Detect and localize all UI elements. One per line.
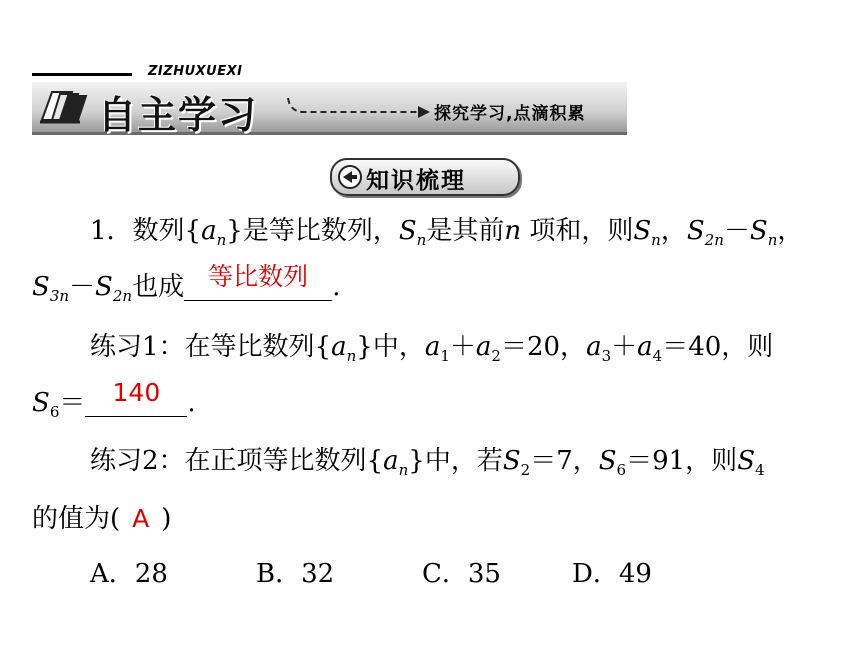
exercise-1-line-1 [90,330,773,364]
text: 在等比数列{ [184,332,332,362]
text: ＝7， [530,446,599,476]
math-sub: 2n [704,231,724,249]
text: ＋ [449,332,476,362]
math-var: S [502,446,521,476]
math-var: a [637,332,653,362]
text: ) [161,504,172,534]
math-sub: 6 [49,403,60,421]
text: － [69,272,96,302]
text: }中， [356,332,425,362]
math-sub: 2 [491,347,501,365]
math-var: a [331,332,347,362]
text: ， [777,216,804,246]
banner-pinyin: ZIZHUXUEXI [148,64,243,79]
exercise-1-line-2 [32,378,196,421]
option-b: B．32 [256,559,335,589]
text: . [187,388,196,418]
math-sub: 2n [112,287,133,305]
text: }是等比数列， [226,216,399,246]
math-sub: 1 [440,347,450,365]
section-title: 知识梳理 [366,168,466,194]
exercise-2-line-2 [32,502,171,536]
option-a: A．28 [90,559,168,589]
banner-rule [32,73,132,76]
banner-title: 自主学习 [98,93,259,137]
book-icon [38,86,98,126]
math-var: a [424,332,441,362]
question-1-line-1 [90,214,803,248]
answer-blank [184,262,332,301]
arrow-icon [286,94,432,120]
text: 在正项等比数列{ [184,446,384,476]
text: ＋ [611,332,638,362]
math-sub: n [651,231,661,249]
math-var: S [749,216,768,246]
answer-text: 140 [112,378,161,407]
math-sub: n [767,231,778,249]
text: 的值为( [32,504,121,534]
text: 是其前 [426,216,505,246]
answer-text: A [132,504,150,533]
text: ＝91，则 [626,446,738,476]
math-var: S [598,446,617,476]
exercise-label: 练习2： [90,446,185,476]
math-var: a [475,332,492,362]
math-sub: n [398,461,409,479]
text: . [332,272,341,302]
exercise-2-line-1 [90,444,765,478]
question-number: 1． [90,216,133,246]
answer-blank [85,378,187,417]
text: 项和，则 [521,216,634,246]
section-banner [32,64,627,136]
text: 数列{ [132,216,202,246]
option-c: C．35 [422,559,501,589]
math-var: S [737,446,755,476]
math-sub: n [416,231,427,249]
math-var: S [32,272,50,302]
text: 也成 [132,272,185,302]
math-var: S [633,216,652,246]
math-var: S [95,272,113,302]
option-d: D．49 [572,559,652,589]
math-sub: 4 [652,347,663,365]
banner-subtitle: 探究学习,点滴积累 [434,104,586,124]
math-var: S [398,216,417,246]
math-var: a [586,332,602,362]
math-var: n [504,216,522,246]
math-var: a [383,446,399,476]
answer-text: 等比数列 [208,262,309,291]
text: ＝ [59,388,86,418]
text: }中，若 [408,446,503,476]
math-sub: n [216,231,227,249]
math-sub: 3n [49,287,70,305]
options-row [90,557,652,591]
pointer-icon [338,165,362,189]
math-sub: 4 [755,461,765,479]
math-sub: 3 [601,347,612,365]
question-1-line-2 [32,262,341,305]
text: － [723,216,750,246]
math-var: S [32,388,50,418]
math-sub: 6 [616,461,627,479]
exercise-label: 练习1： [90,332,185,362]
section-badge [330,158,520,196]
math-var: S [686,216,705,246]
math-sub: 2 [520,461,531,479]
math-sub: n [346,347,357,365]
text: ， [660,216,687,246]
math-var: a [201,216,217,246]
text: ＝20， [500,332,587,362]
text: ＝40，则 [662,332,774,362]
